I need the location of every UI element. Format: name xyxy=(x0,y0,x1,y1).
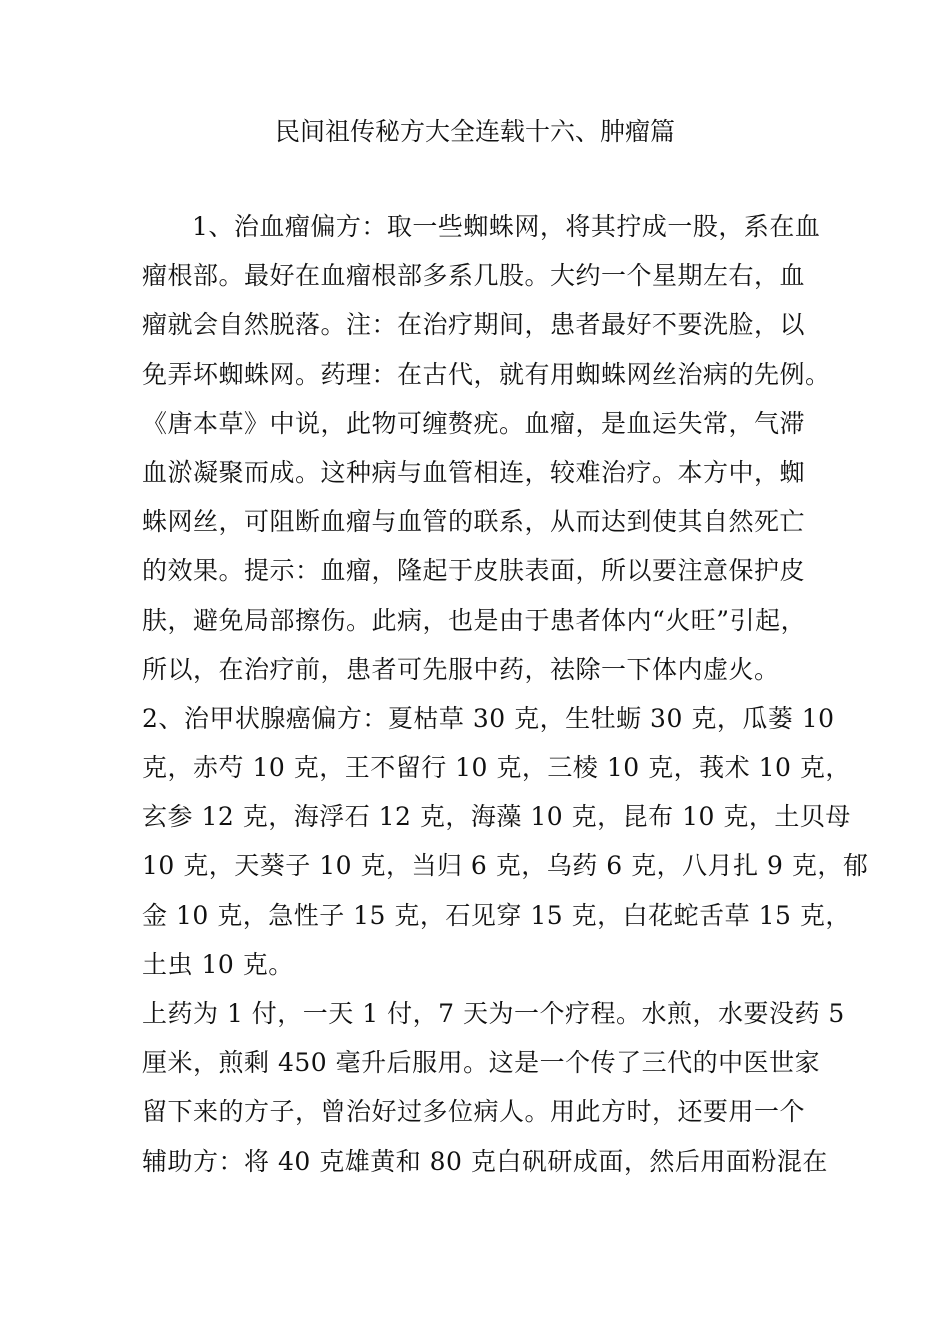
text-line: 留下来的方子，曾治好过多位病人。用此方时，还要用一个 xyxy=(142,1097,806,1127)
text-line: 克，赤芍 10 克，王不留行 10 克，三棱 10 克，莪术 10 克， xyxy=(142,753,851,783)
text-line: 肤，避免局部擦伤。此病，也是由于患者体内“火旺”引起， xyxy=(142,605,807,635)
text-line: 瘤就会自然脱落。注：在治疗期间，患者最好不要洗脸，以 xyxy=(142,310,806,340)
text-line: 厘米，煎剩 450 毫升后服用。这是一个传了三代的中医世家 xyxy=(142,1048,821,1078)
text-line: 所以，在治疗前，患者可先服中药，祛除一下体内虚火。 xyxy=(142,654,780,684)
document-title: 民间祖传秘方大全连载十六、肿瘤篇 xyxy=(274,117,675,146)
text-line: 2、治甲状腺癌偏方：夏枯草 30 克，生牡蛎 30 克，瓜蒌 10 xyxy=(142,703,835,733)
text-line: 蛛网丝，可阻断血瘤与血管的联系，从而达到使其自然死亡 xyxy=(142,507,806,537)
text-line: 的效果。提示：血瘤，隆起于皮肤表面，所以要注意保护皮 xyxy=(142,556,806,586)
text-line: 土虫 10 克。 xyxy=(142,949,294,979)
text-line: 玄参 12 克，海浮石 12 克，海藻 10 克，昆布 10 克，土贝母 xyxy=(142,802,851,832)
text-line: 血淤凝聚而成。这种病与血管相连，较难治疗。本方中，蜘 xyxy=(142,457,806,487)
document-body xyxy=(142,202,869,1186)
text-line: 免弄坏蜘蛛网。药理：在古代，就有用蜘蛛网丝治病的先例。 xyxy=(142,359,831,389)
text-line: 金 10 克，急性子 15 克，石见穿 15 克，白花蛇舌草 15 克， xyxy=(142,900,851,930)
text-line: 10 克，天葵子 10 克，当归 6 克，乌药 6 克，八月扎 9 克，郁 xyxy=(142,851,869,881)
text-line: 上药为 1 付，一天 1 付，7 天为一个疗程。水煎，水要没药 5 xyxy=(142,999,845,1028)
text-line: 1、治血瘤偏方：取一些蜘蛛网，将其拧成一股，系在血 xyxy=(192,212,821,241)
text-line: 辅助方：将 40 克雄黄和 80 克白矾研成面，然后用面粉混在 xyxy=(142,1146,828,1176)
text-line: 瘤根部。最好在血瘤根部多系几股。大约一个星期左右，血 xyxy=(142,261,806,291)
text-line: 《唐本草》中说，此物可缠赘疣。血瘤，是血运失常，气滞 xyxy=(142,408,806,438)
